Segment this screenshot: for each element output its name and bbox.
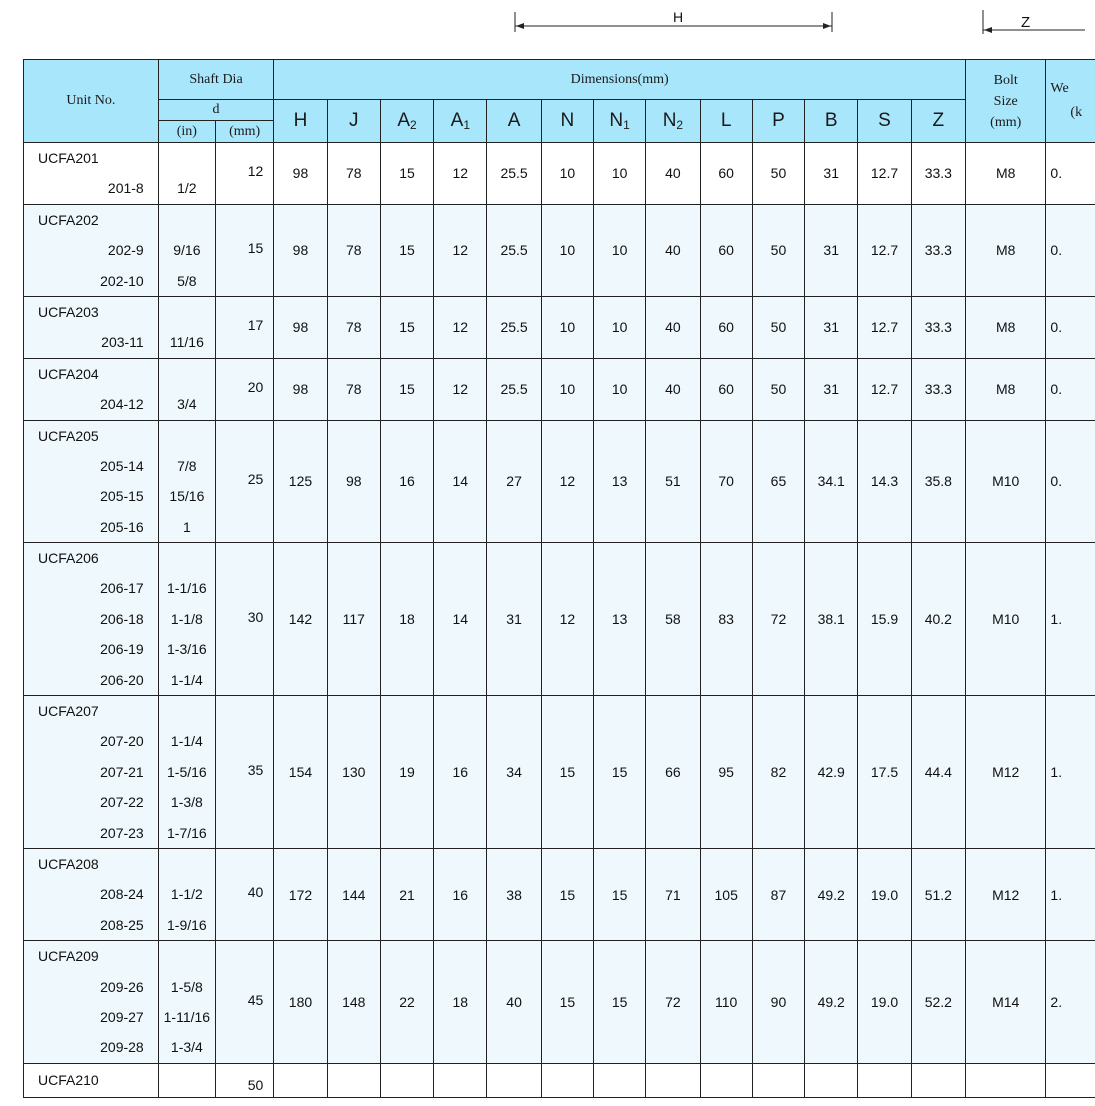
dimension-cell: 10 <box>594 358 646 420</box>
dimension-cell: 98 <box>274 143 327 205</box>
unit-no-cell: UCFA204 204-12 <box>24 358 159 420</box>
bolt-size-cell: M14 <box>966 941 1046 1064</box>
dimension-cell: 40 <box>487 941 541 1064</box>
dimension-cell: 78 <box>327 204 380 296</box>
dimension-cell: 10 <box>594 204 646 296</box>
dimension-cell: 98 <box>274 296 327 358</box>
unit-no-cell: UCFA201 201-8 <box>24 143 159 205</box>
shaft-in-cell <box>158 1063 215 1097</box>
dimension-cell: 15 <box>541 696 593 849</box>
dimension-cell: 78 <box>327 358 380 420</box>
weight-cell: 0. <box>1046 143 1095 205</box>
dimension-cell: 125 <box>274 420 327 543</box>
dimension-cell: 60 <box>700 358 752 420</box>
dimension-cell: 154 <box>274 696 327 849</box>
shaft-mm-cell: 12 <box>216 143 274 205</box>
dimension-cell: 12 <box>434 143 487 205</box>
bolt-size-cell: M8 <box>966 296 1046 358</box>
dimension-cell: 31 <box>805 358 858 420</box>
shaft-mm-cell: 30 <box>216 543 274 696</box>
dimension-cell: 31 <box>805 143 858 205</box>
dimension-cell <box>646 1063 700 1097</box>
dimension-cell: 38 <box>487 848 541 940</box>
unit-no-cell: UCFA202 202-9 202-10 <box>24 204 159 296</box>
dimension-cell: 12.7 <box>858 296 911 358</box>
dimension-cell: 19.0 <box>858 848 911 940</box>
dimension-label-h: H <box>673 9 684 25</box>
weight-cell: 0. <box>1046 358 1095 420</box>
dimension-cell: 17.5 <box>858 696 911 849</box>
dimension-cell: 27 <box>487 420 541 543</box>
dimension-cell: 12.7 <box>858 358 911 420</box>
dimension-cell: 16 <box>380 420 433 543</box>
table-row <box>24 941 1095 1064</box>
bolt-size-cell: M12 <box>966 696 1046 849</box>
dimension-cell: 15 <box>380 358 433 420</box>
dimension-cell: 110 <box>700 941 752 1064</box>
header-col-s: S <box>858 100 911 143</box>
shaft-mm-cell: 40 <box>216 848 274 940</box>
dimension-cell: 10 <box>541 143 593 205</box>
dimension-cell <box>434 1063 487 1097</box>
unit-no-cell: UCFA203 203-11 <box>24 296 159 358</box>
dimension-cell: 12 <box>434 296 487 358</box>
dimension-cell <box>380 1063 433 1097</box>
dimension-cell: 78 <box>327 296 380 358</box>
shaft-in-cell: 1-1/2 1-9/16 <box>158 848 215 940</box>
weight-cell: 0. <box>1046 204 1095 296</box>
header-weight: We (k <box>1046 60 1095 143</box>
dimension-cell: 25.5 <box>487 358 541 420</box>
dimension-cell: 180 <box>274 941 327 1064</box>
dimension-cell: 38.1 <box>805 543 858 696</box>
dimension-cell: 98 <box>327 420 380 543</box>
dimension-cell: 12.7 <box>858 143 911 205</box>
dimension-cell: 13 <box>594 543 646 696</box>
header-col-a2: $A_2$ <box>380 100 433 143</box>
table-row <box>24 543 1095 696</box>
header-col-h: H <box>274 100 327 143</box>
dimension-cell: 14 <box>434 543 487 696</box>
dimension-cell: 65 <box>752 420 804 543</box>
shaft-mm-cell: 17 <box>216 296 274 358</box>
table-row <box>24 296 1095 358</box>
shaft-mm-cell: 20 <box>216 358 274 420</box>
header-col-n: N <box>541 100 593 143</box>
dimension-cell: 31 <box>487 543 541 696</box>
header-col-b: B <box>805 100 858 143</box>
table-row <box>24 358 1095 420</box>
dimension-label-z: Z <box>1021 14 1031 31</box>
bearing-spec-table <box>23 59 1095 1098</box>
dimension-cell: 60 <box>700 143 752 205</box>
dimension-cell: 15 <box>541 941 593 1064</box>
dimension-cell: 10 <box>594 296 646 358</box>
dimension-cell: 22 <box>380 941 433 1064</box>
dimension-cell: 172 <box>274 848 327 940</box>
dimension-cell: 142 <box>274 543 327 696</box>
dimension-cell: 42.9 <box>805 696 858 849</box>
table-row <box>24 143 1095 205</box>
dimension-cell: 82 <box>752 696 804 849</box>
dimension-cell: 51.2 <box>911 848 965 940</box>
dimension-cell: 60 <box>700 204 752 296</box>
unit-no-cell: UCFA207 207-20 207-21 207-22 207-23 <box>24 696 159 849</box>
dimension-cell: 78 <box>327 143 380 205</box>
dimension-cell: 25.5 <box>487 296 541 358</box>
dimension-cell: 31 <box>805 296 858 358</box>
header-col-j: J <box>327 100 380 143</box>
shaft-in-cell: 1/2 <box>158 143 215 205</box>
dimension-cell: 10 <box>541 204 593 296</box>
unit-no-cell: UCFA208 208-24 208-25 <box>24 848 159 940</box>
dimension-cell: 72 <box>646 941 700 1064</box>
table-row <box>24 696 1095 849</box>
dimension-cell: 52.2 <box>911 941 965 1064</box>
dimension-cell: 98 <box>274 204 327 296</box>
weight-cell: 0. <box>1046 296 1095 358</box>
bolt-size-cell: M10 <box>966 420 1046 543</box>
table-row <box>24 420 1095 543</box>
header-col-z: Z <box>911 100 965 143</box>
dimension-cell: 34 <box>487 696 541 849</box>
dimension-cell <box>327 1063 380 1097</box>
dimension-cell: 31 <box>805 204 858 296</box>
dimension-cell: 95 <box>700 696 752 849</box>
weight-cell: 1. <box>1046 543 1095 696</box>
dimension-cell: 14 <box>434 420 487 543</box>
dimension-cell: 50 <box>752 204 804 296</box>
dimension-cell: 98 <box>274 358 327 420</box>
dimension-cell <box>594 1063 646 1097</box>
header-dimensions: Dimensions(mm) <box>274 60 966 100</box>
header-d: d <box>158 100 274 121</box>
dimension-cell: 71 <box>646 848 700 940</box>
header-bolt-size: Bolt Size (mm) <box>966 60 1046 143</box>
header-in: (in) <box>158 121 215 143</box>
dimension-cell: 40 <box>646 358 700 420</box>
header-col-p: P <box>752 100 804 143</box>
dimension-cell: 33.3 <box>911 143 965 205</box>
dimension-cell: 25.5 <box>487 143 541 205</box>
dimension-cell: 15 <box>594 848 646 940</box>
header-col-a1: $A_1$ <box>434 100 487 143</box>
dimension-cell: 12 <box>541 543 593 696</box>
header-mm: (mm) <box>216 121 274 143</box>
dimension-cell: 10 <box>594 143 646 205</box>
dimension-cell: 15 <box>380 143 433 205</box>
shaft-in-cell: 11/16 <box>158 296 215 358</box>
dimension-cell: 10 <box>541 358 593 420</box>
bolt-size-cell: M10 <box>966 543 1046 696</box>
dimension-cell <box>911 1063 965 1097</box>
dimension-cell: 21 <box>380 848 433 940</box>
bolt-size-cell: M12 <box>966 848 1046 940</box>
weight-cell <box>1046 1063 1095 1097</box>
shaft-mm-cell: 25 <box>216 420 274 543</box>
header-col-l: L <box>700 100 752 143</box>
dimension-cell: 72 <box>752 543 804 696</box>
dimension-cell: 12.7 <box>858 204 911 296</box>
dimension-cell: 50 <box>752 358 804 420</box>
weight-cell: 0. <box>1046 420 1095 543</box>
dimension-cell: 12 <box>434 204 487 296</box>
table-row <box>24 848 1095 940</box>
dimension-cell: 105 <box>700 848 752 940</box>
dimension-cell: 10 <box>541 296 593 358</box>
weight-cell: 1. <box>1046 696 1095 849</box>
weight-cell: 1. <box>1046 848 1095 940</box>
dimension-cell: 15 <box>380 296 433 358</box>
dimension-cell: 18 <box>434 941 487 1064</box>
dimension-cell: 34.1 <box>805 420 858 543</box>
table-body <box>24 143 1095 1098</box>
dimension-cell: 25.5 <box>487 204 541 296</box>
dimension-cell: 148 <box>327 941 380 1064</box>
top-dimension-drawing <box>0 0 1095 40</box>
shaft-in-cell: 9/16 5/8 <box>158 204 215 296</box>
dimension-cell: 90 <box>752 941 804 1064</box>
bolt-size-cell: M8 <box>966 358 1046 420</box>
dimension-cell <box>752 1063 804 1097</box>
header-col-n1: $N_1$ <box>594 100 646 143</box>
dimension-cell: 15.9 <box>858 543 911 696</box>
dimension-cell: 40 <box>646 296 700 358</box>
dimension-cell: 130 <box>327 696 380 849</box>
header-unit-no: Unit No. <box>24 60 159 143</box>
shaft-mm-cell: 45 <box>216 941 274 1064</box>
dimension-cell: 14.3 <box>858 420 911 543</box>
dimension-cell: 15 <box>594 941 646 1064</box>
dimension-cell: 87 <box>752 848 804 940</box>
dimension-cell: 16 <box>434 848 487 940</box>
dimension-cell: 18 <box>380 543 433 696</box>
dimension-cell <box>858 1063 911 1097</box>
header-col-a: A <box>487 100 541 143</box>
unit-no-cell: UCFA205 205-14 205-15 205-16 <box>24 420 159 543</box>
dimension-cell <box>487 1063 541 1097</box>
bolt-size-cell <box>966 1063 1046 1097</box>
dimension-cell: 15 <box>380 204 433 296</box>
shaft-in-cell: 7/8 15/16 1 <box>158 420 215 543</box>
dimension-cell: 12 <box>434 358 487 420</box>
unit-no-cell: UCFA209 209-26 209-27 209-28 <box>24 941 159 1064</box>
table-row <box>24 1063 1095 1097</box>
dimension-cell: 117 <box>327 543 380 696</box>
dimension-cell: 49.2 <box>805 941 858 1064</box>
shaft-in-cell: 1-1/16 1-1/8 1-3/16 1-1/4 <box>158 543 215 696</box>
dimension-cell <box>805 1063 858 1097</box>
dimension-cell: 33.3 <box>911 296 965 358</box>
dimension-cell: 33.3 <box>911 204 965 296</box>
dimension-cell: 19.0 <box>858 941 911 1064</box>
dimension-cell: 44.4 <box>911 696 965 849</box>
shaft-mm-cell: 35 <box>216 696 274 849</box>
dimension-cell: 40 <box>646 143 700 205</box>
shaft-in-cell: 3/4 <box>158 358 215 420</box>
header-col-n2: $N_2$ <box>646 100 700 143</box>
dimension-cell <box>541 1063 593 1097</box>
dimension-cell: 60 <box>700 296 752 358</box>
dimension-cell: 13 <box>594 420 646 543</box>
dimension-cell: 15 <box>594 696 646 849</box>
dimension-cell: 83 <box>700 543 752 696</box>
dimension-cell: 66 <box>646 696 700 849</box>
dimension-cell: 33.3 <box>911 358 965 420</box>
dimension-cell: 19 <box>380 696 433 849</box>
weight-cell: 2. <box>1046 941 1095 1064</box>
bolt-size-cell: M8 <box>966 204 1046 296</box>
dimension-cell <box>700 1063 752 1097</box>
dimension-cell: 70 <box>700 420 752 543</box>
dimension-cell: 40 <box>646 204 700 296</box>
shaft-mm-cell: 15 <box>216 204 274 296</box>
dimension-cell: 15 <box>541 848 593 940</box>
dimension-cell: 35.8 <box>911 420 965 543</box>
dimension-cell: 58 <box>646 543 700 696</box>
unit-no-cell: UCFA206 206-17 206-18 206-19 206-20 <box>24 543 159 696</box>
dimension-cell: 50 <box>752 143 804 205</box>
dimension-cell: 49.2 <box>805 848 858 940</box>
dimension-cell: 50 <box>752 296 804 358</box>
unit-no-cell: UCFA210 <box>24 1063 159 1097</box>
dimension-cell: 12 <box>541 420 593 543</box>
bolt-size-cell: M8 <box>966 143 1046 205</box>
shaft-in-cell: 1-5/8 1-11/16 1-3/4 <box>158 941 215 1064</box>
dimension-cell: 40.2 <box>911 543 965 696</box>
shaft-mm-cell: 50 <box>216 1063 274 1097</box>
header-shaft-dia: Shaft Dia <box>158 60 274 100</box>
shaft-in-cell: 1-1/4 1-5/16 1-3/8 1-7/16 <box>158 696 215 849</box>
dimension-cell: 144 <box>327 848 380 940</box>
dimension-cell: 51 <box>646 420 700 543</box>
table-row <box>24 204 1095 296</box>
dimension-cell: 16 <box>434 696 487 849</box>
dimension-cell <box>274 1063 327 1097</box>
